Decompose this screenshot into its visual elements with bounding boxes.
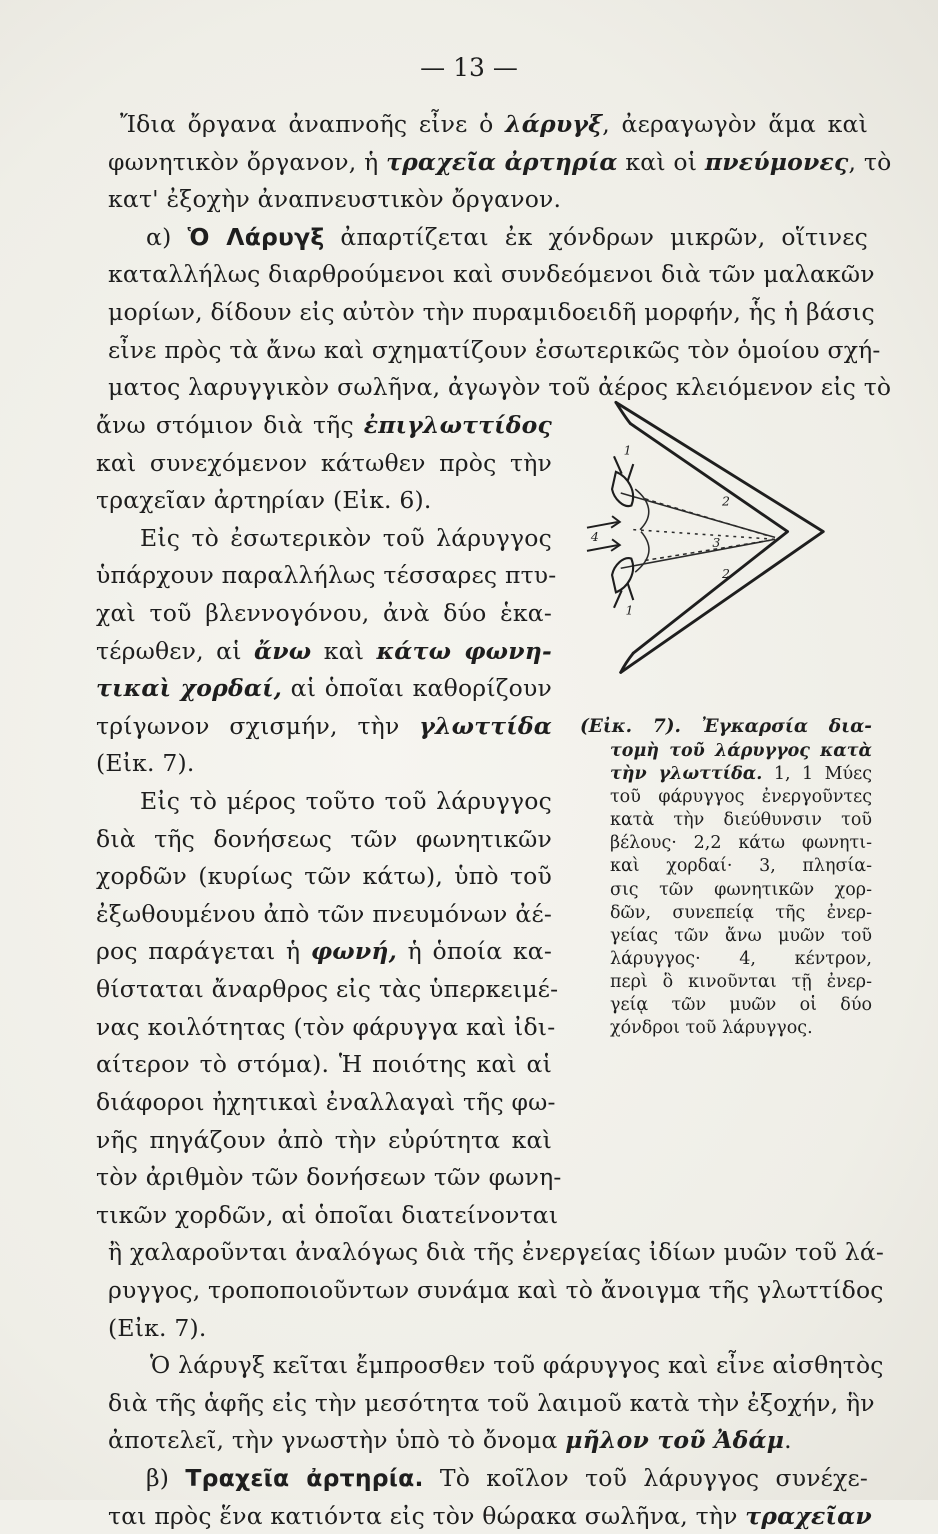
tail-line-3: (Εἰκ. 7).: [108, 1313, 207, 1342]
caption-line-4: τοῦ φάρυγγος ἐνεργοῦντες: [610, 786, 872, 807]
larynx-cross-section-figure: [572, 385, 872, 713]
page-number: — 13 —: [420, 53, 518, 82]
caption-line-3: τὴν γλωττίδα. 1, 1 Μύες: [610, 763, 873, 784]
narrow-line-6: χαὶ τοῦ βλεννογόνου, ἀνὰ δύο ἑκα-: [96, 598, 552, 627]
caption-line-2: τομὴ τοῦ λάρυγγος κατὰ: [610, 740, 872, 761]
caption-line-6: βέλους· 2,2 κάτω φωνητι-: [610, 833, 872, 854]
tail-line-1: ἢ χαλαροῦνται ἀναλόγως διὰ τῆς ἐνεργείας ἰδίων μυῶν τοῦ λά-: [108, 1238, 885, 1267]
section-b-line-1: β) Τραχεῖα ἀρτηρία. Τὸ κοῖλον τοῦ λάρυγγος συνέχε-: [146, 1464, 869, 1492]
narrow-line-4: Εἰς τὸ ἐσωτερικὸν τοῦ λάρυγγος: [140, 523, 552, 552]
narrow-line-9: τρίγωνον σχισμήν, τὴν γλωττίδα: [96, 711, 552, 740]
caption-line-11: λάρυγγος· 4, κέντρον,: [610, 948, 872, 969]
narrow-line-16: θίσταται ἄναρθρος εἰς τὰς ὑπερκειμέ-: [96, 975, 559, 1004]
intro-line-2: φωνητικὸν ὄργανον, ἡ τραχεῖα ἀρτηρία καὶ οἱ πνεύμονες, τὸ: [108, 147, 892, 176]
label-4: 4: [590, 528, 599, 544]
section-a-heading: Ὁ Λάρυγξ: [187, 222, 325, 251]
section-a-line-1: α) Ὁ Λάρυγξ ἀπαρτίζεται ἐκ χόνδρων μικρῶν, οἵτινες: [146, 222, 868, 251]
narrow-line-7: τέρωθεν, αἱ ἄνω καὶ κάτω φωνη-: [96, 636, 552, 665]
section-a-line-2: καταλλήλως διαρθρούμενοι καὶ συνδεόμενοι διὰ τῶν μαλακῶν: [108, 260, 875, 289]
narrow-line-12: διὰ τῆς δονήσεως τῶν φωνητικῶν: [96, 824, 552, 853]
section-b-heading: Τραχεῖα ἀρτηρία.: [185, 1464, 424, 1492]
section-a-line-3: μορίων, δίδουν εἰς αὐτὸν τὴν πυραμιδοειδῆ μορφήν, ἧς ἡ βάσις: [108, 298, 875, 327]
narrow-line-2: καὶ συνεχόμενον κάτωθεν πρὸς τὴν: [96, 448, 552, 477]
narrow-line-11: Εἰς τὸ μέρος τοῦτο τοῦ λάρυγγος: [140, 787, 552, 815]
narrow-line-10: (Εἰκ. 7).: [96, 749, 195, 778]
caption-line-1: (Εἰκ. 7). Ἐγκαρσία δια-: [580, 716, 872, 738]
narrow-line-20: νῆς πηγάζουν ἀπὸ τὴν εὐρύτητα καὶ: [96, 1125, 552, 1154]
arytenoid-cartilages: [612, 456, 633, 607]
caption-line-5: κατὰ τὴν διεύθυνσιν τοῦ: [610, 810, 872, 831]
label-2-top: 2: [722, 493, 730, 509]
narrow-line-13: χορδῶν (κυρίως τῶν κάτω), ὑπὸ τοῦ: [96, 862, 552, 891]
intro-line-1: Ἴδια ὄργανα ἀναπνοῆς εἶνε ὁ λάρυγξ, ἀεραγωγὸν ἅμα καὶ: [120, 110, 868, 138]
narrow-line-19: διάφοροι ἠχητικαὶ ἐναλλαγαὶ τῆς φω-: [96, 1087, 556, 1116]
caption-line-12: περὶ ὃ κινοῦνται τῇ ἐνερ-: [610, 972, 872, 993]
tail-line-4: Ὁ λάρυγξ κεῖται ἔμπροσθεν τοῦ φάρυγγος καὶ εἶνε αἰσθητὸς: [150, 1351, 884, 1380]
narrow-line-1: ἄνω στόμιον διὰ τῆς ἐπιγλωττίδος: [96, 410, 552, 439]
tail-line-2: ρυγγος, τροποποιοῦντων συνάμα καὶ τὸ ἄνοιγμα τῆς γλωττίδος: [108, 1275, 884, 1304]
caption-line-10: γείας τῶν ἄνω μυῶν τοῦ: [610, 925, 872, 946]
label-1-top: 1: [623, 442, 632, 458]
caption-line-13: γείᾳ τῶν μυῶν οἱ δύο: [610, 995, 872, 1016]
section-a-line-5: ματος λαρυγγικὸν σωλῆνα, ἀγωγὸν τοῦ ἀέρος κλειόμενον εἰς τὸ: [108, 373, 892, 402]
narrow-line-14: ἐξωθουμένου ἀπὸ τῶν πνευμόνων ἀέ-: [96, 899, 552, 928]
tail-line-6: ἀποτελεῖ, τὴν γνωστὴν ὑπὸ τὸ ὄνομα μῆλον τοῦ Ἀδάμ.: [108, 1426, 792, 1455]
section-a-line-4: εἶνε πρὸς τὰ ἄνω καὶ σχηματίζουν ἐσωτερικῶς τὸν ὁμοίου σχή-: [108, 335, 881, 364]
narrow-line-22: τικῶν χορδῶν, αἱ ὁποῖαι διατείνονται: [96, 1200, 559, 1229]
narrow-line-17: νας κοιλότητας (τὸν φάρυγγα καὶ ἰδι-: [96, 1012, 556, 1041]
narrow-line-21: τὸν ἀριθμὸν τῶν δονήσεων τῶν φωνη-: [96, 1163, 562, 1192]
narrow-line-5: ὑπάρχουν παραλλήλως τέσσαρες πτυ-: [96, 561, 557, 590]
figure-labels: [590, 442, 730, 617]
caption-line-9: δῶν, συνεπείᾳ τῆς ἐνερ-: [610, 902, 872, 923]
caption-line-8: σις τῶν φωνητικῶν χορ-: [610, 879, 872, 900]
narrow-line-3: τραχεῖαν ἀρτηρίαν (Εἰκ. 6).: [96, 486, 432, 515]
caption-line-7: καὶ χορδαί· 3, πλησία-: [610, 856, 872, 877]
caption-line-14: χόνδροι τοῦ λάρυγγος.: [610, 1018, 813, 1039]
section-b-line-2: ται πρὸς ἕνα κατιόντα εἰς τὸν θώρακα σωλῆνα, τὴν τραχεῖαν: [108, 1501, 872, 1530]
narrow-line-18: αίτερον τὸ στόμα). Ἡ ποιότης καὶ αἱ: [96, 1050, 552, 1079]
label-2-bottom: 2: [722, 565, 730, 581]
intro-line-3: κατ' ἐξοχὴν ἀναπνευστικὸν ὄργανον.: [108, 185, 562, 214]
narrow-line-15: ρος παράγεται ἡ φωνή, ἡ ὁποία κα-: [96, 937, 552, 966]
label-3: 3: [712, 534, 721, 550]
tail-line-5: διὰ τῆς ἁφῆς εἰς τὴν μεσότητα τοῦ λαιμοῦ κατὰ τὴν ἐξοχήν, ἣν: [108, 1388, 875, 1417]
label-1-bottom: 1: [625, 602, 634, 618]
narrow-line-8: τικαὶ χορδαί, αἱ ὁποῖαι καθορίζουν: [96, 674, 552, 703]
